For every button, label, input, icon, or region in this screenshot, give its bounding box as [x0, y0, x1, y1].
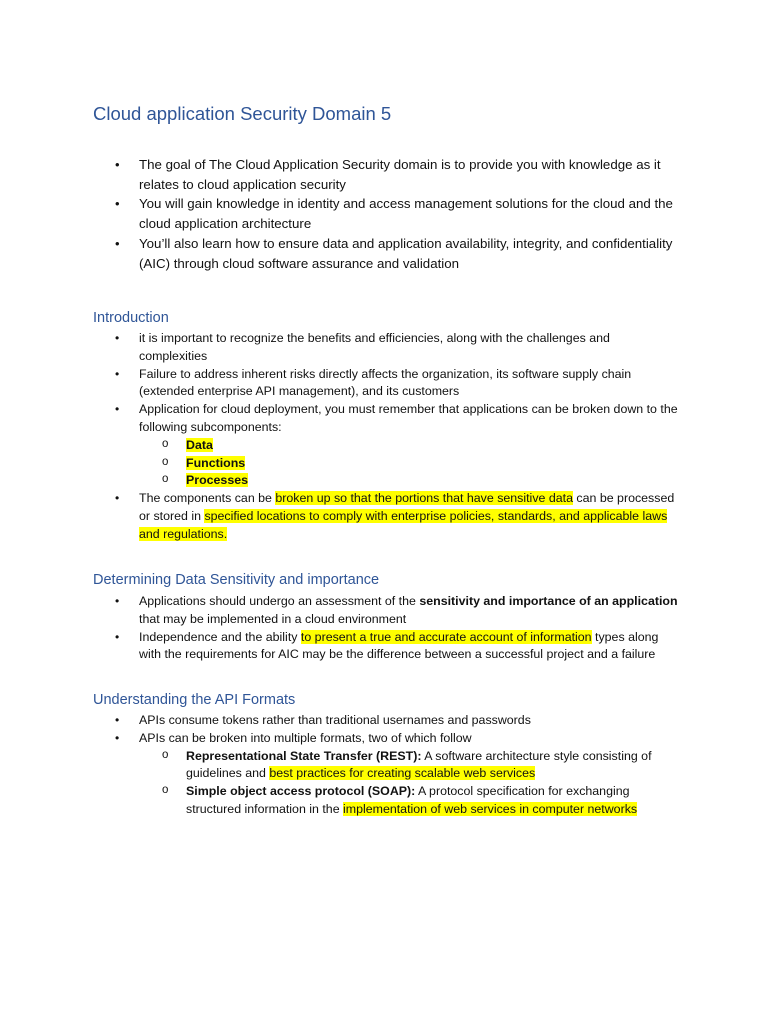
- list-item: [0, 593, 679, 629]
- api-format-list: [0, 748, 679, 819]
- sub-list-item: [0, 455, 679, 473]
- subcomponent-processes: Processes: [186, 473, 249, 488]
- api-formats-heading: Understanding the API Formats: [93, 692, 296, 708]
- sub-list-item: [0, 472, 679, 490]
- introduction-heading: Introduction: [93, 310, 169, 326]
- sensitivity-heading: Determining Data Sensitivity and importance: [93, 572, 380, 588]
- bold-text: Simple object access protocol (SOAP):: [186, 784, 416, 799]
- highlighted-text: best practices for creating scalable web services: [269, 766, 536, 781]
- subcomponent-data: Data: [186, 437, 213, 452]
- introduction-bullet-list: [0, 330, 768, 544]
- text-run: Applications should undergo an assessment of the: [139, 594, 420, 608]
- list-item: • The goal of The Cloud Application Security domain is to provide you with knowledge as it relates to cloud application security: [0, 155, 679, 194]
- sensitivity-bullet-list: [0, 593, 768, 664]
- list-item-text: APIs can be broken into multiple formats, two of which follow: [139, 730, 472, 745]
- bold-text: Representational State Transfer (REST):: [186, 748, 422, 763]
- text-run: types along with the requirements for AIC may be the difference between a successful project and a failure: [139, 629, 659, 662]
- list-item-text: Application for cloud deployment, you must remember that applications can be broken down to the following subcomponents:: [139, 402, 678, 434]
- subcomponent-functions: Functions: [186, 455, 246, 470]
- text-run: Independence and the ability: [139, 629, 301, 644]
- list-item: • You will gain knowledge in identity and access management solutions for the cloud and the cloud application architecture: [0, 194, 679, 233]
- sub-list-item: [0, 437, 679, 455]
- subcomponent-list: [0, 437, 679, 490]
- text-run: A protocol specification for exchanging structured information in the: [186, 784, 630, 816]
- highlighted-text: specified locations to comply with enterprise policies, standards, and applicable laws and regulations.: [139, 508, 668, 541]
- text-run: The components can be: [139, 491, 276, 506]
- list-item: • it is important to recognize the benefits and efficiencies, along with the challenges and complexities: [0, 330, 679, 366]
- list-item: [0, 629, 679, 665]
- highlighted-text: broken up so that the portions that have sensitive data: [275, 491, 573, 506]
- page-title: Cloud application Security Domain 5: [93, 103, 392, 124]
- list-item: • You’ll also learn how to ensure data and application availability, integrity, and confidentiality (AIC) through cloud software assurance and validation: [0, 234, 679, 273]
- list-item: [0, 490, 679, 543]
- text-run: can be processed or stored in: [139, 491, 675, 523]
- api-bullet-list: [0, 712, 768, 819]
- list-item: • APIs consume tokens rather than traditional usernames and passwords: [0, 712, 679, 730]
- list-item: [0, 401, 679, 490]
- list-item: [0, 730, 679, 819]
- highlighted-text: to present a true and accurate account of information: [300, 629, 592, 644]
- text-run: that may be implemented in a cloud environment: [139, 611, 407, 626]
- sub-list-item-rest: [0, 748, 686, 784]
- list-item: • Failure to address inherent risks directly affects the organization, its software supply chain (extended enterprise API management), and its customers: [0, 366, 679, 402]
- sub-list-item-soap: [0, 783, 686, 819]
- bold-text: sensitivity and importance of an application: [419, 594, 678, 608]
- text-run: A software architecture style consisting of guidelines and: [186, 748, 652, 781]
- highlighted-text: implementation of web services in computer networks: [343, 801, 638, 816]
- intro-bullet-list: [0, 155, 768, 273]
